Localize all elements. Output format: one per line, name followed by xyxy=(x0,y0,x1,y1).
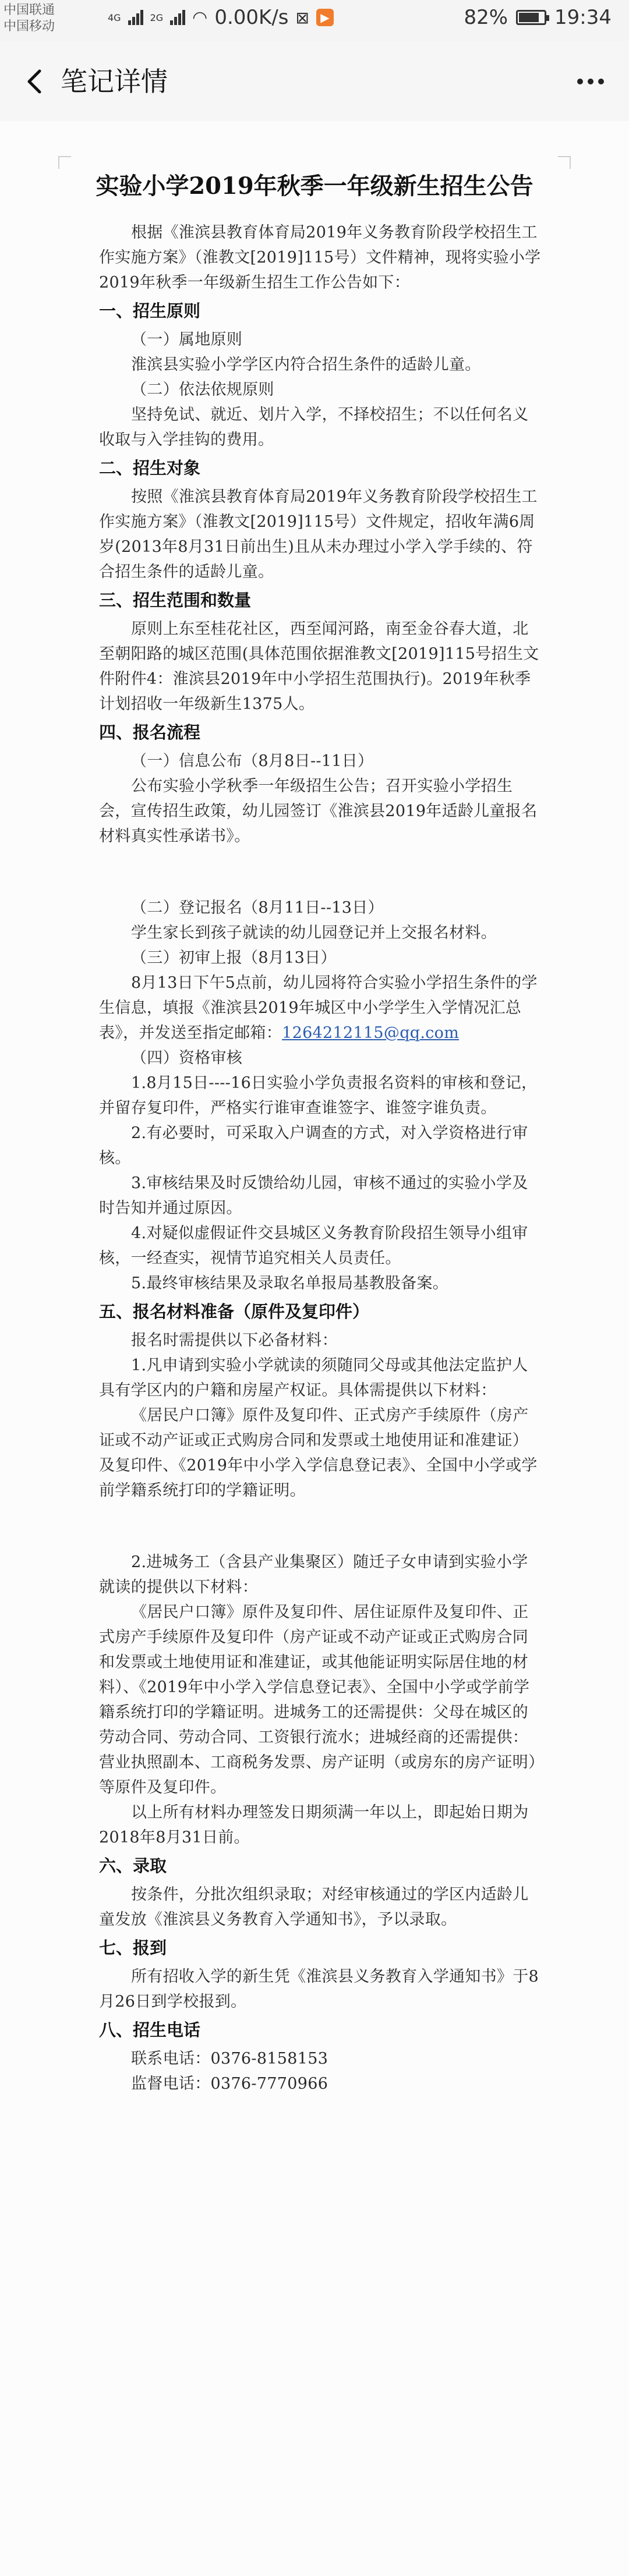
status-bar xyxy=(0,0,629,41)
notification-x-icon: ⊠ xyxy=(295,8,309,27)
list-item: 2.进城务工（含县产业集聚区）随迁子女申请到实验小学就读的提供以下材料： xyxy=(99,1553,528,1596)
section-heading: 八、招生电话 xyxy=(99,2020,201,2040)
battery-percent: 82% xyxy=(464,6,508,29)
page-corner-mark xyxy=(58,156,71,169)
paragraph: 原则上东至桂花社区，西至闻河路，南至金谷春大道，北至朝阳路的城区范围(具体范围依据淮教文[2019]115号招生文件附件4：淮滨县2019年中小学招生范围执行)。2019年秋季计划招收一年级新生1375人。 xyxy=(99,620,539,713)
sub-heading: （一）属地原则 xyxy=(131,331,243,349)
paragraph: 学生家长到孩子就读的幼儿园登记并上交报名材料。 xyxy=(131,924,497,942)
signal-icon-2 xyxy=(170,10,185,25)
network-type-1: 4G xyxy=(108,12,121,23)
section-heading: 六、录取 xyxy=(99,1856,167,1876)
sub-heading: （二）依法依规原则 xyxy=(131,381,274,399)
paragraph: 《居民户口簿》原件及复印件、正式房产手续原件（房产证或不动产证或正式购房合同和发票或土地使用证和准建证）及复印件、《2019年中小学入学信息登记表》、全国中小学或学前学籍系统打印的学籍证明。 xyxy=(99,1406,538,1500)
list-item: 1.8月15日----16日实验小学负责报名资料的审核和登记，并留存复印件，严格实行谁审查谁签字、谁签字谁负责。 xyxy=(99,1074,538,1117)
email-link[interactable]: 1264212115@qq.com xyxy=(282,1024,460,1042)
paragraph: 《居民户口簿》原件及复印件、居住证原件及复印件、正式房产手续原件及复印件（房产证或不动产证或正式购房合同和发票或土地使用证和准建证，或其他能证明实际居住地的材料）、《2019年中小学入学信息登记表》、全国中小学或学前学籍系统打印的学籍证明。进城务工的还需提供：父母在城区的劳动合同、劳动合同、工资银行流水；进城经商的还需提供：营业执照副本、工商税务发票、房产证明（或房东的房产证明）等原件及复印件。 xyxy=(99,1603,536,1797)
battery-icon xyxy=(516,10,546,25)
carrier-2: 中国移动 xyxy=(3,19,55,34)
more-options-button[interactable] xyxy=(573,65,608,98)
list-item: 5.最终审核结果及录取名单报局基教股备案。 xyxy=(131,1274,449,1292)
page-title: 笔记详情 xyxy=(61,66,168,97)
app-notification-icon: ▶ xyxy=(316,9,334,26)
section-heading: 四、报名流程 xyxy=(99,722,201,742)
paragraph: 坚持免试、就近、划片入学，不择校招生；不以任何名义收取与入学挂钩的费用。 xyxy=(99,406,529,449)
paragraph-text: 8月13日下午5点前，幼儿园将符合实验小学招生条件的学生信息，填报《淮滨县2019年城区中小学学生入学情况汇总表》，并发送至指定邮箱： xyxy=(99,974,538,1042)
document-body xyxy=(0,220,629,2096)
list-item: 1.凡申请到实验小学就读的须随同父母或其他法定监护人具有学区内的户籍和房屋产权证。具体需提供以下材料： xyxy=(99,1356,528,1399)
network-type-2: 2G xyxy=(150,12,164,23)
phone-contact: 联系电话：0376-8158153 xyxy=(131,2050,328,2068)
paragraph: 公布实验小学秋季一年级招生公告；召开实验小学招生会，宣传招生政策，幼儿园签订《淮滨县2019年适龄儿童报名材料真实性承诺书》。 xyxy=(99,777,538,845)
sub-heading: （四）资格审核 xyxy=(131,1049,243,1067)
chevron-left-icon xyxy=(19,64,54,99)
list-item: 3.审核结果及时反馈给幼儿园，审核不通过的实验小学及时告知并通过原因。 xyxy=(99,1174,528,1217)
more-dots-icon xyxy=(573,65,608,98)
carrier-info xyxy=(3,2,55,35)
list-item: 2.有必要时，可采取入户调查的方式，对入学资格进行审核。 xyxy=(99,1124,528,1167)
sub-heading: （二）登记报名（8月11日--13日） xyxy=(131,899,384,917)
page-break xyxy=(0,849,629,895)
note-document xyxy=(0,121,629,2576)
paragraph: 所有招收入学的新生凭《淮滨县义务教育入学通知书》于8月26日到学校报到。 xyxy=(99,1968,539,2011)
paragraph: 淮滨县实验小学学区内符合招生条件的适龄儿童。 xyxy=(131,356,481,374)
network-speed: 0.00K/s xyxy=(214,6,289,29)
section-heading: 五、报名材料准备（原件及复印件） xyxy=(99,1302,370,1321)
section-heading: 二、招生对象 xyxy=(99,458,201,478)
paragraph: 以上所有材料办理签发日期须满一年以上，即起始日期为2018年8月31日前。 xyxy=(99,1803,529,1847)
wifi-icon: ◠ xyxy=(192,7,208,28)
paragraph: 按条件，分批次组织录取；对经审核通过的学区内适龄儿童发放《淮滨县义务教育入学通知书》，予以录取。 xyxy=(99,1886,529,1929)
phone-supervision: 监督电话：0376-7770966 xyxy=(131,2075,328,2093)
status-right xyxy=(464,6,612,29)
sub-heading: （三）初审上报（8月13日） xyxy=(131,949,337,967)
intro-paragraph: 根据《淮滨县教育体育局2019年义务教育阶段学校招生工作实施方案》（淮教文[2019]115号）文件精神，现将实验小学2019年秋季一年级新生招生工作公告如下： xyxy=(99,224,541,292)
section-heading: 七、报到 xyxy=(99,1938,167,1958)
network-indicators xyxy=(108,6,334,29)
app-bar xyxy=(0,41,629,122)
paragraph xyxy=(0,970,629,1046)
clock: 19:34 xyxy=(554,6,612,29)
back-button[interactable] xyxy=(19,64,54,99)
document-title: 实验小学2019年秋季一年级新生招生公告 xyxy=(96,172,533,200)
sub-heading: （一）信息公布（8月8日--11日） xyxy=(131,752,374,770)
carrier-1: 中国联通 xyxy=(3,3,55,17)
page-break xyxy=(0,1503,629,1550)
section-heading: 一、招生原则 xyxy=(99,301,201,321)
list-item: 4.对疑似虚假证件交县城区义务教育阶段招生领导小组审核，一经查实，视情节追究相关人员责任。 xyxy=(99,1224,528,1267)
paragraph: 报名时需提供以下必备材料： xyxy=(131,1331,338,1349)
section-heading: 三、招生范围和数量 xyxy=(99,590,252,610)
paragraph: 按照《淮滨县教育体育局2019年义务教育阶段学校招生工作实施方案》（淮教文[2019]115号）文件规定，招收年满6周岁(2013年8月31日前出生)且从未办理过小学入学手续的、符合招生条件的适龄儿童。 xyxy=(99,488,538,581)
page-corner-mark xyxy=(558,156,571,169)
signal-icon xyxy=(128,10,143,25)
